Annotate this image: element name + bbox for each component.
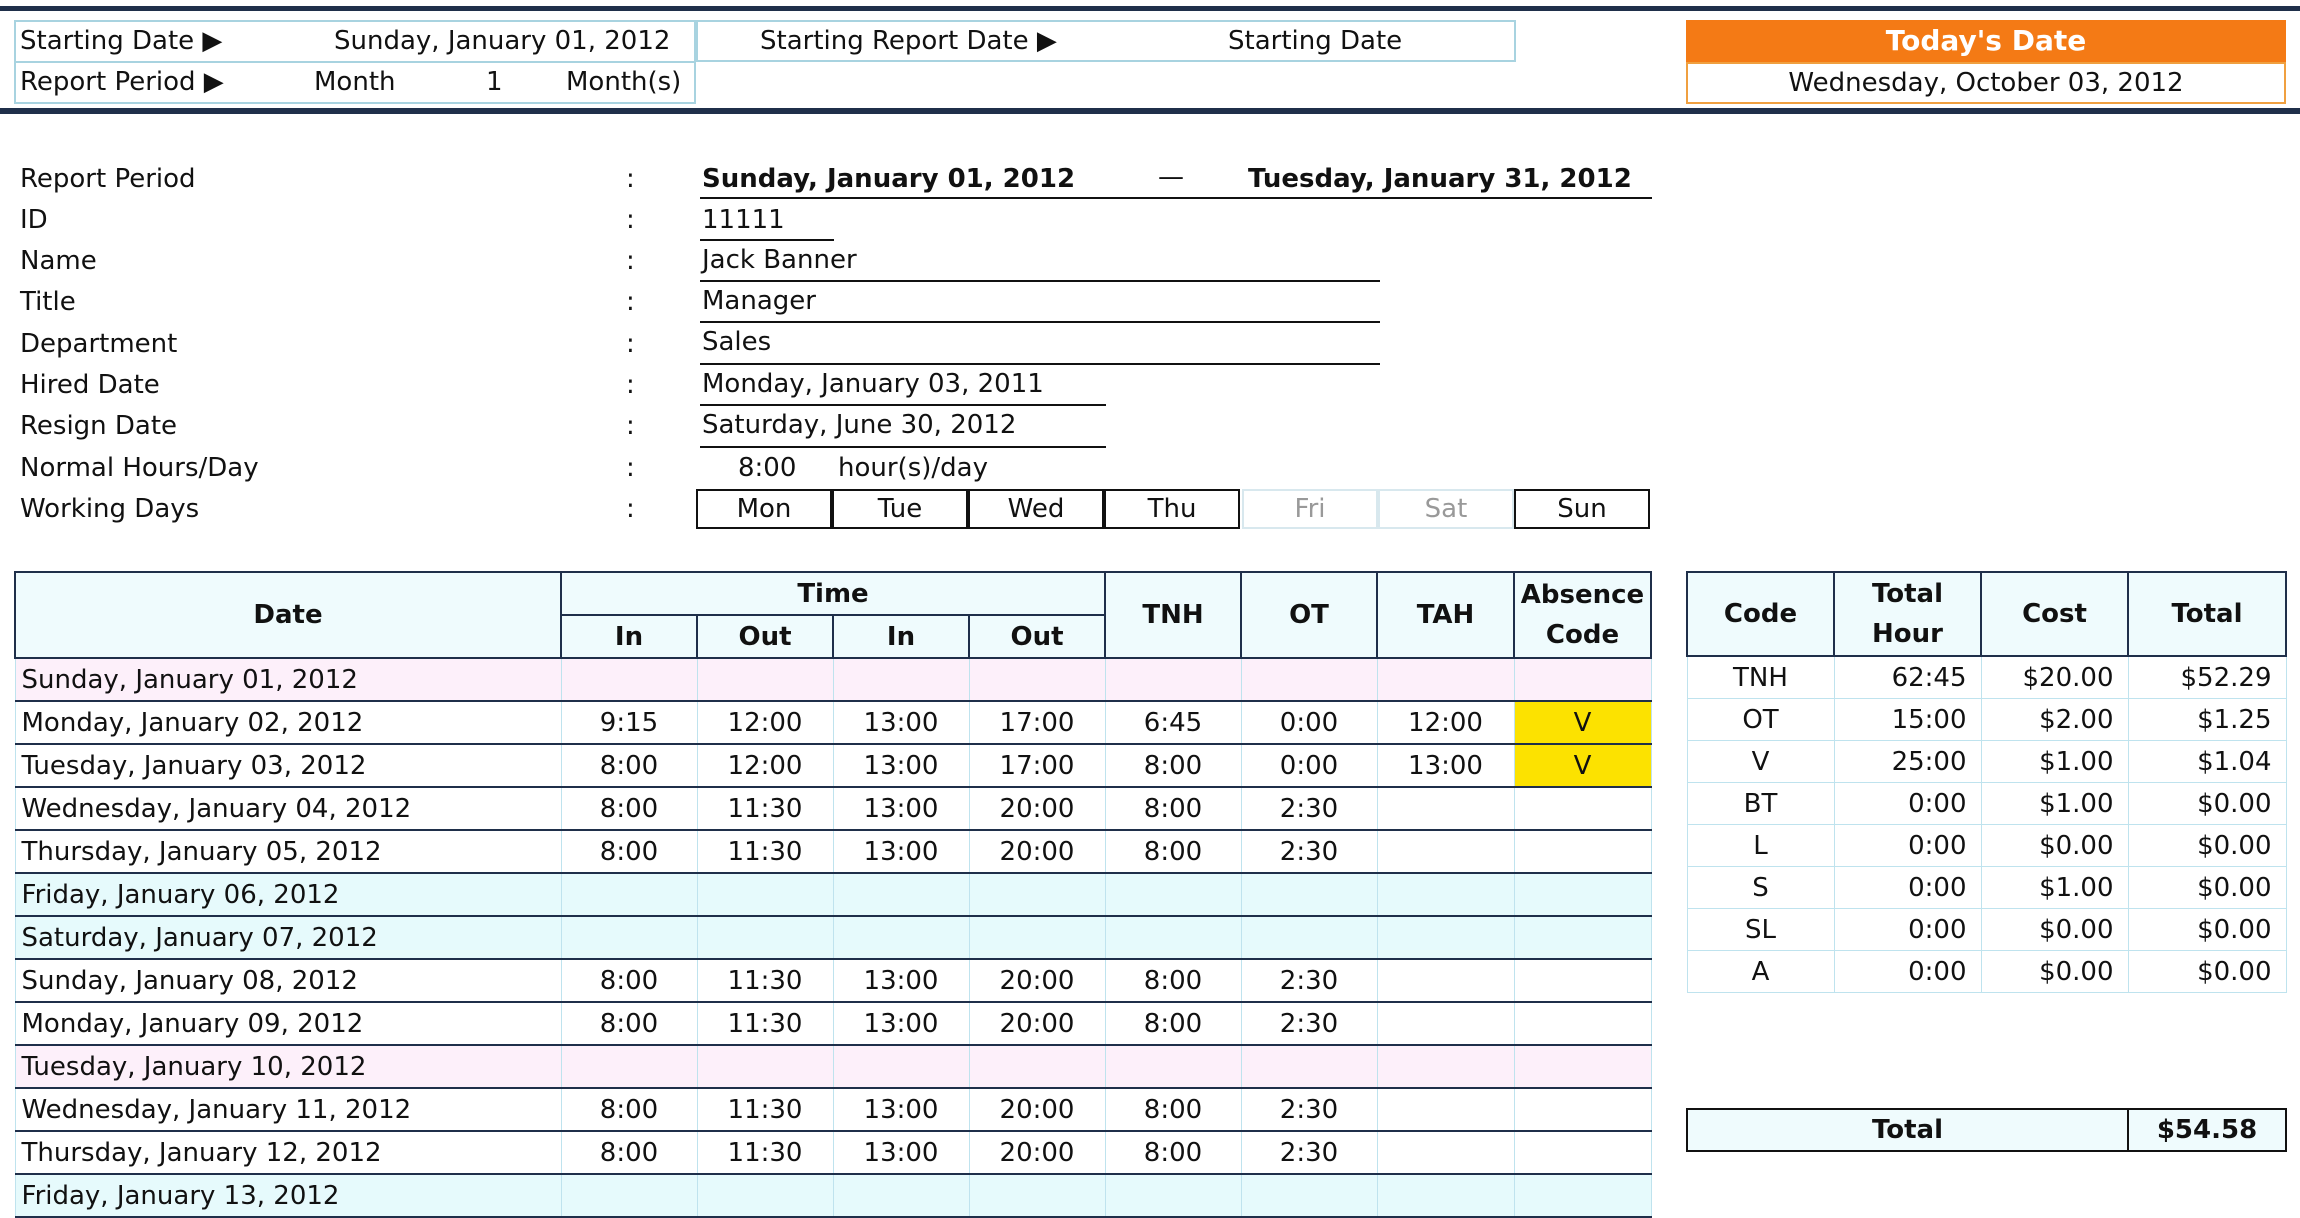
cell-absence-code[interactable]	[1514, 658, 1651, 701]
todays-date-header: Today's Date	[1686, 20, 2286, 62]
cell-out-1[interactable]: 11:30	[697, 830, 833, 873]
cell-out-1[interactable]: 12:00	[697, 744, 833, 787]
code-total-cell: $1.04	[2128, 741, 2286, 783]
table-row	[15, 701, 1651, 744]
starting-report-date-label: Starting Report Date ▶	[760, 26, 1057, 56]
info-colon: :	[626, 246, 635, 276]
code-header-cost: Cost	[1981, 572, 2128, 656]
cell-in-2[interactable]	[833, 1174, 969, 1217]
cell-in-1[interactable]: 8:00	[561, 1002, 697, 1045]
timesheet-table	[14, 571, 1652, 1218]
cell-date: Sunday, January 08, 2012	[15, 959, 561, 1002]
code-hour-cell: 25:00	[1834, 741, 1981, 783]
code-row	[1687, 656, 2286, 699]
cell-in-1[interactable]: 9:15	[561, 701, 697, 744]
code-hour-cell: 0:00	[1834, 909, 1981, 951]
code-header-total: Total	[1871, 579, 1944, 609]
cell-absence-code[interactable]: V	[1514, 744, 1651, 787]
cell-out-2[interactable]	[969, 1174, 1105, 1217]
header-out-2: Out	[969, 615, 1105, 658]
report-period-underline	[700, 197, 1652, 199]
code-cost-cell[interactable]: $1.00	[1981, 867, 2128, 909]
cell-tah[interactable]	[1377, 830, 1514, 873]
cell-out-2[interactable]	[969, 873, 1105, 916]
cell-date: Sunday, January 01, 2012	[15, 658, 561, 701]
cell-absence-code[interactable]	[1514, 1174, 1651, 1217]
table-row	[15, 1045, 1651, 1088]
working-day-fri[interactable]: Fri	[1242, 489, 1378, 529]
top-rule	[0, 6, 2300, 11]
cell-out-1[interactable]: 11:30	[697, 1002, 833, 1045]
cell-in-2[interactable]: 13:00	[833, 1131, 969, 1174]
todays-date-value: Wednesday, October 03, 2012	[1686, 62, 2286, 104]
cell-tah[interactable]	[1377, 916, 1514, 959]
cell-out-1[interactable]: 12:00	[697, 701, 833, 744]
cell-date: Monday, January 02, 2012	[15, 701, 561, 744]
cell-out-2[interactable]: 20:00	[969, 1131, 1105, 1174]
code-hour-cell: 0:00	[1834, 783, 1981, 825]
hired-date-value[interactable]: Monday, January 03, 2011	[702, 369, 1044, 399]
table-row	[15, 873, 1651, 916]
code-total-cell: $52.29	[2128, 656, 2286, 699]
cell-date: Wednesday, January 04, 2012	[15, 787, 561, 830]
grand-total-row	[1687, 1109, 2286, 1151]
cell-in-1[interactable]: 8:00	[561, 1088, 697, 1131]
cell-tnh	[1105, 916, 1241, 959]
code-hour-cell: 0:00	[1834, 867, 1981, 909]
info-label-hours: Normal Hours/Day	[20, 453, 259, 483]
table-row	[15, 1002, 1651, 1045]
info-colon: :	[626, 494, 635, 524]
cell-tah[interactable]	[1377, 959, 1514, 1002]
code-row	[1687, 867, 2286, 909]
cell-out-2[interactable]	[969, 916, 1105, 959]
code-row	[1687, 825, 2286, 867]
info-label-hired: Hired Date	[20, 370, 160, 400]
cell-in-2[interactable]: 13:00	[833, 787, 969, 830]
info-colon: :	[626, 453, 635, 483]
cell-ot	[1241, 1045, 1377, 1088]
starting-date-value[interactable]: Sunday, January 01, 2012	[334, 26, 671, 56]
cell-in-2[interactable]	[833, 873, 969, 916]
cell-out-1[interactable]	[697, 1174, 833, 1217]
hours-unit: hour(s)/day	[838, 453, 988, 483]
cell-out-1[interactable]: 11:30	[697, 787, 833, 830]
cell-in-2[interactable]: 13:00	[833, 1088, 969, 1131]
report-period-start: Sunday, January 01, 2012	[702, 164, 1076, 194]
cell-ot: 0:00	[1241, 701, 1377, 744]
cell-in-1[interactable]: 8:00	[561, 1131, 697, 1174]
cell-tah[interactable]: 12:00	[1377, 701, 1514, 744]
info-label-resign: Resign Date	[20, 411, 178, 441]
cell-out-1[interactable]	[697, 658, 833, 701]
cell-tnh: 8:00	[1105, 787, 1241, 830]
hours-value[interactable]: 8:00	[738, 453, 797, 483]
cell-ot	[1241, 873, 1377, 916]
cell-ot: 2:30	[1241, 787, 1377, 830]
cell-tah[interactable]	[1377, 787, 1514, 830]
code-row	[1687, 909, 2286, 951]
report-period-count[interactable]: 1	[486, 67, 503, 97]
cell-in-2[interactable]: 13:00	[833, 1002, 969, 1045]
cell-absence-code[interactable]	[1514, 1045, 1651, 1088]
cell-out-2[interactable]: 20:00	[969, 1088, 1105, 1131]
name-value[interactable]: Jack Banner	[702, 245, 857, 275]
working-day-mon[interactable]: Mon	[696, 489, 832, 529]
cell-tnh: 8:00	[1105, 744, 1241, 787]
cell-tnh	[1105, 658, 1241, 701]
cell-tah[interactable]	[1377, 1002, 1514, 1045]
code-cost-cell[interactable]: $0.00	[1981, 909, 2128, 951]
cell-absence-code[interactable]	[1514, 1131, 1651, 1174]
header-out-1: Out	[697, 615, 833, 658]
code-header-code: Code	[1687, 572, 1834, 656]
cell-in-1[interactable]: 8:00	[561, 959, 697, 1002]
cell-absence-code[interactable]: V	[1514, 701, 1651, 744]
code-cell: BT	[1687, 783, 1834, 825]
title-value[interactable]: Manager	[702, 286, 816, 316]
department-value[interactable]: Sales	[702, 327, 772, 357]
code-hour-cell: 0:00	[1834, 825, 1981, 867]
working-day-sat[interactable]: Sat	[1378, 489, 1514, 529]
code-cell: TNH	[1687, 656, 1834, 699]
cell-in-2[interactable]: 13:00	[833, 744, 969, 787]
cell-ot	[1241, 916, 1377, 959]
cell-tnh: 6:45	[1105, 701, 1241, 744]
header-time: Time	[561, 572, 1105, 615]
cell-tah[interactable]	[1377, 658, 1514, 701]
cell-tah[interactable]	[1377, 1174, 1514, 1217]
code-hour-cell: 62:45	[1834, 656, 1981, 699]
cell-out-2[interactable]: 20:00	[969, 787, 1105, 830]
cell-in-1[interactable]	[561, 873, 697, 916]
cell-date: Friday, January 06, 2012	[15, 873, 561, 916]
working-day-sun[interactable]: Sun	[1514, 489, 1650, 529]
cell-out-1[interactable]	[697, 1045, 833, 1088]
report-period-label: Report Period ▶	[20, 67, 224, 97]
header-date: Date	[15, 572, 561, 658]
report-period-unit[interactable]: Month	[314, 67, 396, 97]
code-cost-cell[interactable]: $1.00	[1981, 783, 2128, 825]
cell-tnh	[1105, 873, 1241, 916]
cell-in-2[interactable]: 13:00	[833, 701, 969, 744]
code-header-total-hour	[1834, 572, 1981, 656]
header-rule	[0, 108, 2300, 114]
code-total-cell: $1.25	[2128, 699, 2286, 741]
info-colon: :	[626, 370, 635, 400]
header-tah: TAH	[1377, 572, 1514, 658]
cell-out-2[interactable]: 17:00	[969, 701, 1105, 744]
header-absence: Absence	[1520, 580, 1645, 610]
cell-out-1[interactable]	[697, 916, 833, 959]
cell-tnh: 8:00	[1105, 1088, 1241, 1131]
code-cell: SL	[1687, 909, 1834, 951]
cell-in-2[interactable]: 13:00	[833, 830, 969, 873]
cell-out-2[interactable]	[969, 658, 1105, 701]
code-total-cell: $0.00	[2128, 783, 2286, 825]
cell-tnh: 8:00	[1105, 830, 1241, 873]
cell-tnh: 8:00	[1105, 959, 1241, 1002]
code-total-cell: $0.00	[2128, 909, 2286, 951]
cell-in-1[interactable]	[561, 1174, 697, 1217]
cell-in-1[interactable]	[561, 916, 697, 959]
code-cell: V	[1687, 741, 1834, 783]
info-label-id: ID	[20, 205, 48, 235]
header-in-2: In	[833, 615, 969, 658]
cell-in-2[interactable]	[833, 916, 969, 959]
table-row	[15, 1131, 1651, 1174]
cell-date: Tuesday, January 03, 2012	[15, 744, 561, 787]
cell-tah[interactable]	[1377, 1045, 1514, 1088]
code-summary-table	[1686, 571, 2287, 993]
code-total-cell: $0.00	[2128, 867, 2286, 909]
cell-ot	[1241, 1174, 1377, 1217]
cell-out-1[interactable]: 11:30	[697, 959, 833, 1002]
cell-tnh: 8:00	[1105, 1131, 1241, 1174]
cell-ot: 2:30	[1241, 1088, 1377, 1131]
header-in-1: In	[561, 615, 697, 658]
cell-date: Friday, January 13, 2012	[15, 1174, 561, 1217]
cell-absence-code[interactable]	[1514, 830, 1651, 873]
code-cost-cell[interactable]: $20.00	[1981, 656, 2128, 699]
info-colon: :	[626, 164, 635, 194]
cell-tah[interactable]	[1377, 1131, 1514, 1174]
code-row	[1687, 951, 2286, 993]
id-value[interactable]: 11111	[702, 205, 785, 235]
code-total-cell: $0.00	[2128, 825, 2286, 867]
cell-date: Tuesday, January 10, 2012	[15, 1045, 561, 1088]
cell-in-1[interactable]: 8:00	[561, 787, 697, 830]
cell-in-2[interactable]	[833, 658, 969, 701]
cell-ot: 2:30	[1241, 830, 1377, 873]
cell-ot	[1241, 658, 1377, 701]
cell-absence-code[interactable]	[1514, 1002, 1651, 1045]
header-code: Code	[1545, 620, 1620, 650]
code-header-hour: Hour	[1872, 619, 1943, 649]
info-colon: :	[626, 287, 635, 317]
code-hour-cell: 15:00	[1834, 699, 1981, 741]
code-cost-cell[interactable]: $2.00	[1981, 699, 2128, 741]
cell-tah[interactable]	[1377, 873, 1514, 916]
header-absence-code	[1514, 572, 1651, 658]
cell-out-1[interactable]: 11:30	[697, 1088, 833, 1131]
title-underline	[700, 321, 1380, 323]
cell-out-2[interactable]: 17:00	[969, 744, 1105, 787]
header-tnh: TNH	[1105, 572, 1241, 658]
working-day-tue[interactable]: Tue	[832, 489, 968, 529]
grand-total-value: $54.58	[2128, 1109, 2286, 1151]
info-label-department: Department	[20, 329, 178, 359]
code-cell: S	[1687, 867, 1834, 909]
cell-absence-code[interactable]	[1514, 873, 1651, 916]
cell-absence-code[interactable]	[1514, 916, 1651, 959]
cell-ot: 0:00	[1241, 744, 1377, 787]
cell-absence-code[interactable]	[1514, 1088, 1651, 1131]
grand-total-table	[1686, 1108, 2287, 1152]
info-colon: :	[626, 329, 635, 359]
code-hour-cell: 0:00	[1834, 951, 1981, 993]
code-row	[1687, 741, 2286, 783]
resign-date-value[interactable]: Saturday, June 30, 2012	[702, 410, 1017, 440]
cell-out-2[interactable]: 20:00	[969, 1002, 1105, 1045]
cell-date: Wednesday, January 11, 2012	[15, 1088, 561, 1131]
cell-in-2[interactable]	[833, 1045, 969, 1088]
cell-ot: 2:30	[1241, 1131, 1377, 1174]
cell-tnh	[1105, 1174, 1241, 1217]
info-label-title: Title	[20, 287, 76, 317]
cell-in-1[interactable]	[561, 1045, 697, 1088]
code-total-cell: $0.00	[2128, 951, 2286, 993]
table-row	[15, 1088, 1651, 1131]
info-label-name: Name	[20, 246, 97, 276]
cell-out-1[interactable]: 11:30	[697, 1131, 833, 1174]
info-colon: :	[626, 411, 635, 441]
cell-date: Saturday, January 07, 2012	[15, 916, 561, 959]
info-label-report-period: Report Period	[20, 164, 196, 194]
table-row	[15, 1174, 1651, 1217]
cell-out-2[interactable]	[969, 1045, 1105, 1088]
cell-ot: 2:30	[1241, 1002, 1377, 1045]
table-row	[15, 658, 1651, 701]
starting-date-label: Starting Date ▶	[20, 26, 223, 56]
info-colon: :	[626, 205, 635, 235]
code-cell: A	[1687, 951, 1834, 993]
cell-out-2[interactable]: 20:00	[969, 959, 1105, 1002]
starting-report-date-value[interactable]: Starting Date	[1228, 26, 1403, 56]
code-cost-cell[interactable]: $0.00	[1981, 951, 2128, 993]
cell-in-1[interactable]	[561, 658, 697, 701]
info-label-working-days: Working Days	[20, 494, 200, 524]
cell-in-1[interactable]: 8:00	[561, 830, 697, 873]
cell-date: Monday, January 09, 2012	[15, 1002, 561, 1045]
table-row	[15, 787, 1651, 830]
cell-tah[interactable]: 13:00	[1377, 744, 1514, 787]
code-cell: L	[1687, 825, 1834, 867]
cell-ot: 2:30	[1241, 959, 1377, 1002]
cell-absence-code[interactable]	[1514, 787, 1651, 830]
cell-tnh	[1105, 1045, 1241, 1088]
table-row	[15, 959, 1651, 1002]
code-header-total-amount: Total	[2128, 572, 2286, 656]
report-period-suffix: Month(s)	[566, 67, 682, 97]
cell-date: Thursday, January 05, 2012	[15, 830, 561, 873]
header-ot: OT	[1241, 572, 1377, 658]
code-cost-cell[interactable]: $1.00	[1981, 741, 2128, 783]
report-period-dash: —	[1158, 162, 1184, 192]
cell-date: Thursday, January 12, 2012	[15, 1131, 561, 1174]
cell-in-1[interactable]: 8:00	[561, 744, 697, 787]
cell-tnh: 8:00	[1105, 1002, 1241, 1045]
code-cost-cell[interactable]: $0.00	[1981, 825, 2128, 867]
grand-total-label: Total	[1687, 1109, 2128, 1151]
cell-absence-code[interactable]	[1514, 959, 1651, 1002]
cell-out-2[interactable]: 20:00	[969, 830, 1105, 873]
cell-tah[interactable]	[1377, 1088, 1514, 1131]
report-period-end: Tuesday, January 31, 2012	[1248, 164, 1632, 194]
table-row	[15, 916, 1651, 959]
working-day-thu[interactable]: Thu	[1104, 489, 1240, 529]
code-row	[1687, 699, 2286, 741]
working-day-wed[interactable]: Wed	[968, 489, 1104, 529]
cell-in-2[interactable]: 13:00	[833, 959, 969, 1002]
code-cell: OT	[1687, 699, 1834, 741]
table-row	[15, 830, 1651, 873]
code-row	[1687, 783, 2286, 825]
cell-out-1[interactable]	[697, 873, 833, 916]
table-row	[15, 744, 1651, 787]
